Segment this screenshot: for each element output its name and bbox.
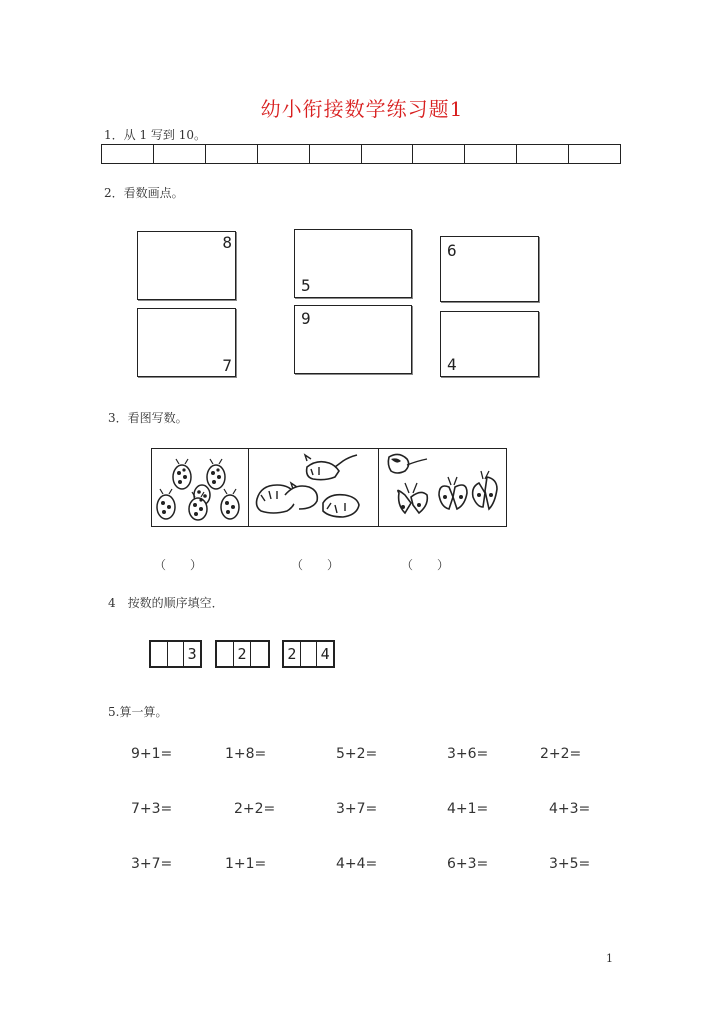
- equation[interactable]: 3+5=: [549, 856, 591, 872]
- dot-box[interactable]: [137, 231, 236, 300]
- equation[interactable]: 1+8=: [225, 746, 267, 762]
- grid-cell[interactable]: [517, 145, 569, 163]
- ladybug-icon: [152, 449, 246, 525]
- sequence-group: [149, 640, 202, 668]
- equation[interactable]: 4+1=: [447, 801, 489, 817]
- grid-cell[interactable]: [258, 145, 310, 163]
- answer-blank[interactable]: （ ）: [291, 558, 340, 572]
- butterfly-panel: [379, 449, 506, 526]
- grid-cell[interactable]: [362, 145, 414, 163]
- grid-cell[interactable]: [154, 145, 206, 163]
- dot-box[interactable]: [440, 311, 539, 377]
- equation[interactable]: 1+1=: [225, 856, 267, 872]
- grid-cell[interactable]: [465, 145, 517, 163]
- grid-cell[interactable]: [310, 145, 362, 163]
- equation[interactable]: 3+7=: [336, 801, 378, 817]
- answer-blank[interactable]: （ ）: [154, 558, 203, 572]
- sequence-group: [282, 640, 335, 668]
- box-number: 6: [447, 241, 457, 260]
- butterfly-icon: [379, 449, 504, 525]
- equation[interactable]: 6+3=: [447, 856, 489, 872]
- grid-cell[interactable]: [569, 145, 620, 163]
- equation[interactable]: 2+2=: [540, 746, 582, 762]
- equation[interactable]: 3+7=: [131, 856, 173, 872]
- grid-cell[interactable]: [206, 145, 258, 163]
- box-number: 5: [301, 276, 311, 295]
- sequence-cell[interactable]: 2: [234, 642, 251, 666]
- answer-blank[interactable]: （ ）: [401, 558, 450, 572]
- grid-cell[interactable]: [413, 145, 465, 163]
- box-number: 4: [447, 355, 457, 374]
- equation[interactable]: 2+2=: [234, 801, 276, 817]
- sequence-cell[interactable]: 2: [284, 642, 301, 666]
- box-number: 7: [222, 356, 232, 375]
- sequence-cell[interactable]: [217, 642, 234, 666]
- box-number: 9: [301, 309, 311, 328]
- question-3-text: 3．看图写数。: [108, 411, 188, 425]
- ladybug-panel: [152, 449, 249, 526]
- cat-panel: [249, 449, 380, 526]
- sequence-cell[interactable]: [301, 642, 318, 666]
- writing-grid: [101, 144, 621, 164]
- sequence-cell[interactable]: [251, 642, 267, 666]
- dot-box[interactable]: [440, 236, 539, 302]
- sequence-cell[interactable]: 4: [320, 645, 330, 663]
- sequence-cell[interactable]: [151, 642, 168, 666]
- page-number: 1: [606, 952, 613, 965]
- dot-box[interactable]: [137, 308, 236, 377]
- equation[interactable]: 7+3=: [131, 801, 173, 817]
- dot-box[interactable]: [294, 229, 412, 298]
- equation[interactable]: 5+2=: [336, 746, 378, 762]
- cat-icon: [249, 449, 377, 525]
- box-number: 8: [222, 233, 232, 252]
- equation[interactable]: 4+3=: [549, 801, 591, 817]
- question-1-text: 1．从 1 写到 10。: [104, 128, 206, 142]
- equation[interactable]: 4+4=: [336, 856, 378, 872]
- question-2-text: 2．看数画点。: [104, 186, 184, 200]
- equation[interactable]: 3+6=: [447, 746, 489, 762]
- sequence-cell[interactable]: 3: [187, 645, 197, 663]
- sequence-cell[interactable]: [168, 642, 185, 666]
- question-4-text: 4 按数的顺序填空．: [108, 596, 224, 610]
- sequence-group: [215, 640, 270, 668]
- picture-strip: [151, 448, 507, 527]
- dot-box[interactable]: [294, 305, 412, 374]
- grid-cell[interactable]: [102, 145, 154, 163]
- page-title: 幼小衔接数学练习题1: [260, 97, 464, 121]
- question-5-text: 5.算一算。: [108, 705, 168, 719]
- equation[interactable]: 9+1=: [131, 746, 173, 762]
